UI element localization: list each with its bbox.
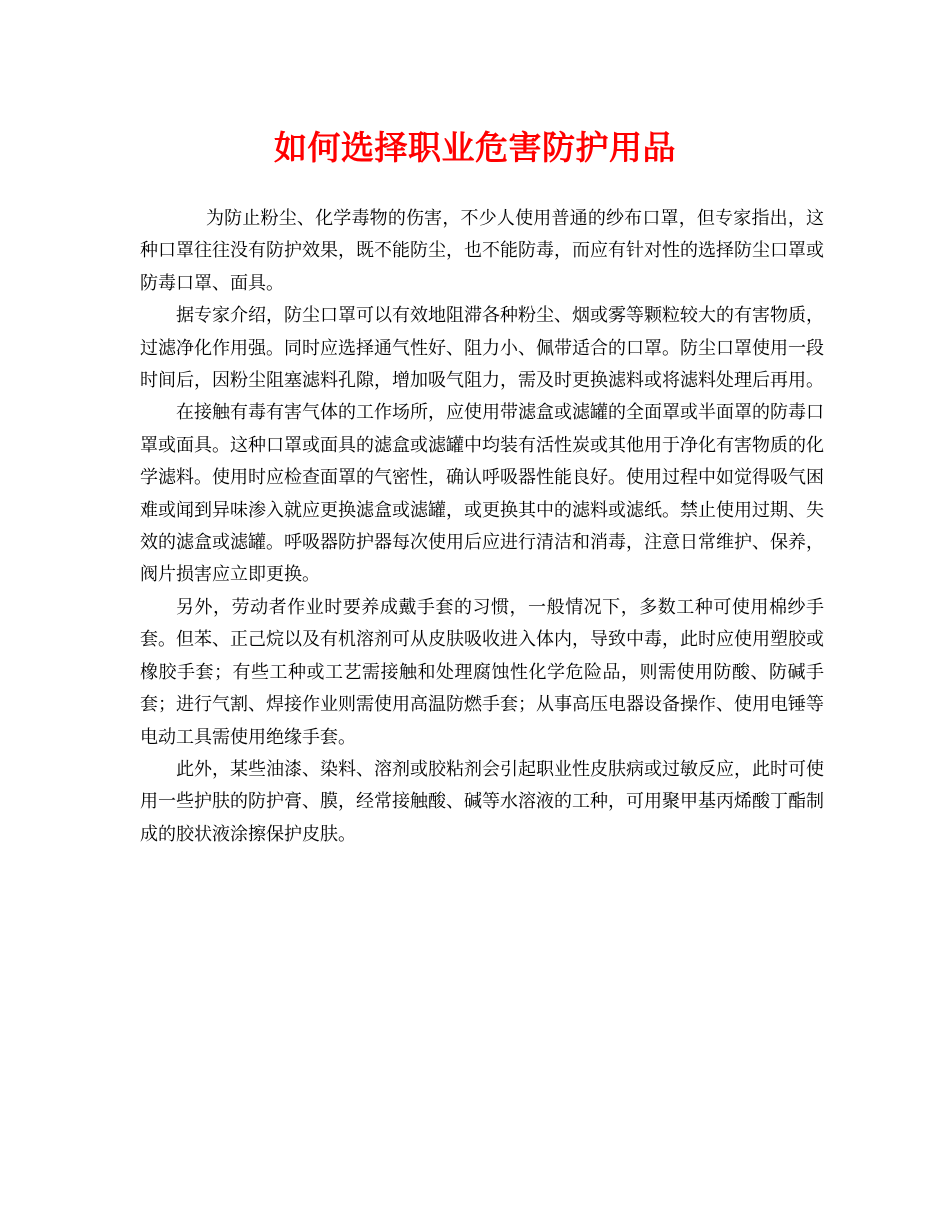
paragraph-2: 据专家介绍，防尘口罩可以有效地阻滞各种粉尘、烟或雾等颗粒较大的有害物质，过滤净化作用强。同时应选择通气性好、阻力小、佩带适合的口罩。防尘口罩使用一段时间后，因粉尘阻塞滤料孔隙，增加吸气阻力，需及时更换滤料或将滤料处理后再用。: [140, 305, 824, 392]
paragraph-4: 另外，劳动者作业时要养成戴手套的习惯，一般情况下，多数工种可使用棉纱手套。但苯、正己烷以及有机溶剂可从皮肤吸收进入体内，导致中毒，此时应使用塑胶或橡胶手套；有些工种或工艺需接触和处理腐蚀性化学危险品，则需使用防酸、防碱手套；进行气割、焊接作业则需使用高温防燃手套；从事高压电器设备操作、使用电锤等电动工具需使用绝缘手套。: [140, 596, 824, 748]
document-title: 如何选择职业危害防护用品: [274, 128, 676, 167]
paragraph-3: 在接触有毒有害气体的工作场所，应使用带滤盒或滤罐的全面罩或半面罩的防毒口罩或面具。这种口罩或面具的滤盒或滤罐中均装有活性炭或其他用于净化有害物质的化学滤料。使用时应检查面罩的气密性，确认呼吸器性能良好。使用过程中如觉得吸气困难或闻到异味渗入就应更换滤盒或滤罐，或更换其中的滤料或滤纸。禁止使用过期、失效的滤盒或滤罐。呼吸器防护器每次使用后应进行清洁和消毒，注意日常维护、保养，阀片损害应立即更换。: [140, 402, 824, 586]
paragraph-5: 此外，某些油漆、染料、溶剂或胶粘剂会引起职业性皮肤病或过敏反应，此时可使用一些护肤的防护膏、膜，经常接触酸、碱等水溶液的工种，可用聚甲基丙烯酸丁酯制成的胶状液涂擦保护皮肤。: [140, 758, 824, 845]
paragraph-1: 为防止粉尘、化学毒物的伤害，不少人使用普通的纱布口罩，但专家指出，这种口罩往往没有防护效果，既不能防尘，也不能防毒，而应有针对性的选择防尘口罩或防毒口罩、面具。: [140, 208, 824, 294]
document-body: [140, 203, 824, 851]
